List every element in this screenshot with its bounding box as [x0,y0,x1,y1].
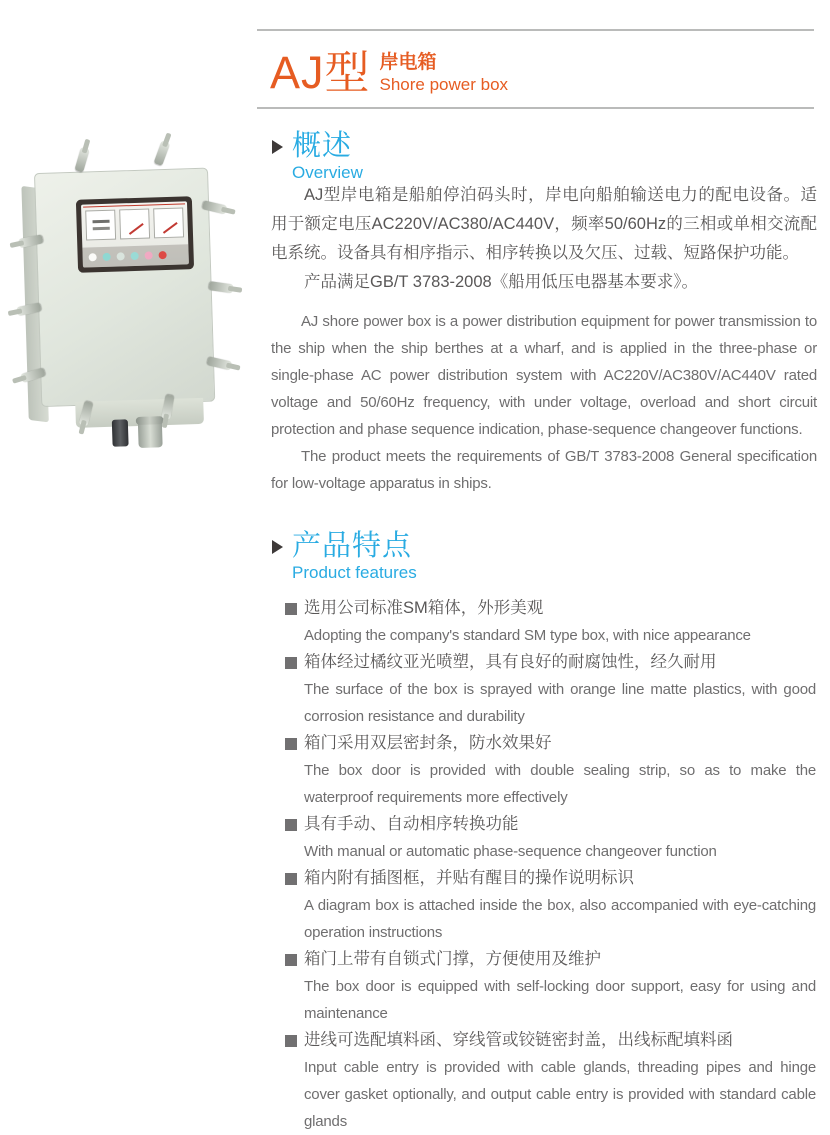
feature-en: A diagram box is attached inside the box, also accompanied with eye-catching operation instructions [304,897,816,941]
feature-item [285,649,816,730]
overview-cn-paragraph: AJ型岸电箱是船舶停泊码头时，岸电向船舶输送电力的配电设备。适用于额定电压AC220V/AC380/AC440V，频率50/60Hz的三相或单相交流配电系统。设备具有相序指示、相序转换以及欠压、过载、短路保护功能。 [271,186,817,262]
ammeter-icon [119,209,150,240]
indicator-light [103,253,111,261]
latch-clamp [74,147,89,173]
features-heading-cn: 产品特点 [292,530,413,562]
meter-row [85,207,184,240]
square-bullet-icon [285,738,297,750]
feature-cn: 箱内附有插图框，并贴有醒目的操作说明标识 [304,869,634,887]
feature-item [285,730,816,811]
cable-gland-metal [138,416,163,448]
feature-item [285,595,816,649]
meter-window [76,196,194,273]
feature-cn: 箱门采用双层密封条，防水效果好 [304,734,552,752]
overview-en-paragraph: The product meets the requirements of GB/T 3783-2008 General specification for low-voltage apparatus in ships. [271,448,817,492]
overview-cn-paragraph: 产品满足GB/T 3783-2008《船用低压电器基本要求》。 [304,273,698,291]
feature-en: Adopting the company's standard SM type box, with nice appearance [304,627,751,644]
overview-heading-en: Overview [292,163,363,182]
overview-chinese-paragraphs [271,181,817,297]
shore-power-box-photo [12,138,258,460]
feature-cn: 箱门上带有自锁式门撑，方便使用及维护 [304,950,601,968]
square-bullet-icon [285,819,297,831]
features-heading-en: Product features [292,563,417,582]
voltmeter-icon [85,210,116,241]
feature-en: The surface of the box is sprayed with orange line matte plastics, with good corrosion resistance and durability [304,681,816,725]
indicator-light [159,251,167,259]
square-bullet-icon [285,657,297,669]
feature-item [285,865,816,946]
overview-section-heading [272,131,363,183]
latch-clamp [209,281,234,293]
features-heading-text [292,531,417,583]
section-marker-icon [272,540,283,554]
indicator-light-row [82,244,189,267]
indicator-light [131,252,139,260]
overview-heading-text [292,131,363,183]
power-box-cabinet [7,134,263,464]
feature-cn: 箱体经过橘纹亚光喷塑，具有良好的耐腐蚀性，经久耐用 [304,653,717,671]
overview-en-paragraph: AJ shore power box is a power distribution equipment for power transmission to the ship when the ship berthes at a wharf, and is applied in the three-phase or single-phase AC power distribution system with AC220V/AC380V/AC440V rated voltage and 50/60Hz frequency, with under voltage, overload and short circuit protection and phase sequence indication, phase-sequence changeover functions. [271,313,817,438]
square-bullet-icon [285,954,297,966]
feature-en: With manual or automatic phase-sequence changeover function [304,843,717,860]
section-marker-icon [272,140,283,154]
indicator-light [117,252,125,260]
product-model: AJ型 [270,47,371,98]
product-name-en: Shore power box [379,75,509,94]
cable-gland-dark [112,419,129,446]
square-bullet-icon [285,603,297,615]
feature-en: Input cable entry is provided with cable glands, threading pipes and hinge cover gasket optionally, and output cable entry is provided with standard cable glands [304,1059,816,1130]
features-section-heading [272,531,417,583]
product-name-cn: 岸电箱 [379,52,437,73]
overview-heading-cn: 概述 [292,130,353,162]
latch-clamp [154,140,171,166]
product-title [270,48,508,98]
indicator-light [145,251,153,259]
frequency-meter-icon [153,207,184,238]
top-divider [257,29,814,31]
feature-cn: 具有手动、自动相序转换功能 [304,815,519,833]
square-bullet-icon [285,1035,297,1047]
square-bullet-icon [285,873,297,885]
feature-en: The box door is equipped with self-locking door support, easy for using and maintenance [304,978,816,1022]
meter-panel [81,201,189,267]
feature-item [285,946,816,1027]
overview-english-paragraphs [271,308,817,497]
feature-item [285,1027,816,1135]
feature-item [285,811,816,865]
feature-cn: 进线可选配填料函、穿线管或铰链密封盖，出线标配填料函 [304,1031,733,1049]
feature-en: The box door is provided with double sealing strip, so as to make the waterproof requirements more effectively [304,762,816,806]
title-divider [257,107,814,109]
indicator-light [89,253,97,261]
product-names [380,48,509,98]
cabinet-door [34,168,215,407]
features-list [285,595,816,1135]
feature-cn: 选用公司标准SM箱体，外形美观 [304,599,544,617]
